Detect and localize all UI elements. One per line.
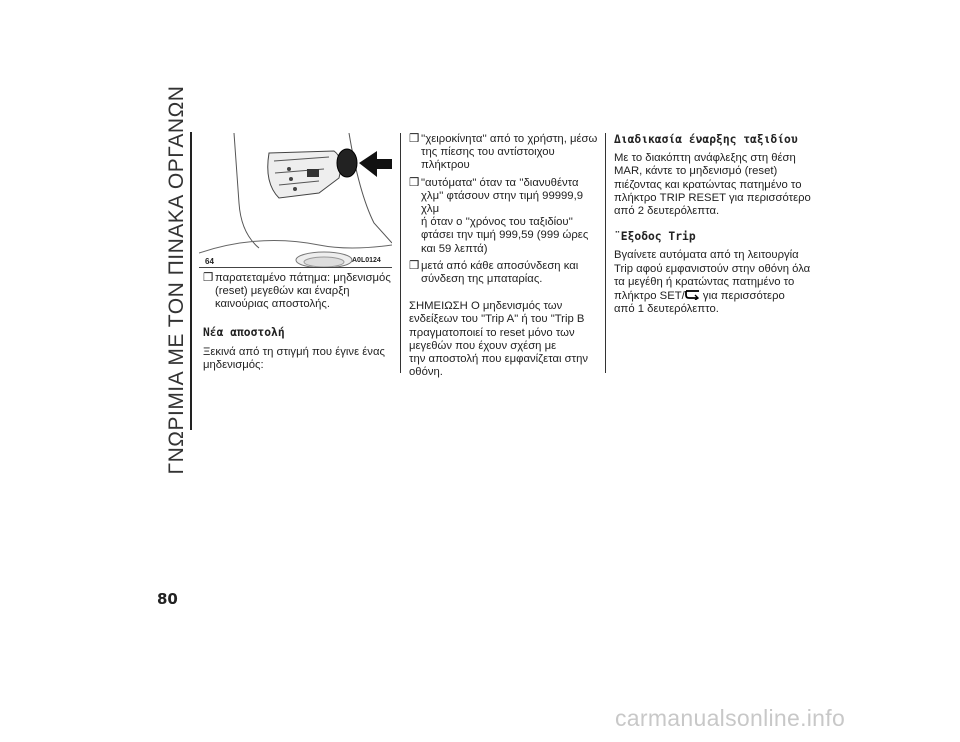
- bullet-box-icon: ❒: [409, 259, 420, 272]
- list-item: ❒ μετά από κάθε αποσύνδεση και σύνδεση της μπαταρίας.: [409, 259, 579, 286]
- list-item: ❒ "αυτόματα" όταν τα ''διανυθέντα χλμ'' φτάσουν στην τιμή 99999,9 χλμ ή όταν ο ''χρόνος του ταξιδίου'' φτάσει την τιμή 999,59 (999 ώρες και 59 λεπτά): [409, 176, 589, 255]
- column-1: [203, 272, 403, 372]
- column-divider: [400, 133, 401, 373]
- note-paragraph: ΣΗΜΕΙΩΣΗ Ο μηδενισμός των ενδείξεων του "Trip A" ή του "Trip B πραγματοποιεί το reset μόνο των μεγεθών που έχουν σχέση με την αποστολή που εμφανίζεται στην οθόνη.: [409, 300, 589, 379]
- figure-code: A0L0124: [352, 257, 381, 264]
- set-button-symbol-icon: [685, 289, 700, 300]
- figure-rule: [199, 267, 392, 268]
- bullet-box-icon: ❒: [409, 176, 420, 189]
- watermark: carmanualsonline.info: [615, 705, 846, 731]
- column-divider: [605, 133, 606, 373]
- page-number: 80: [157, 590, 178, 608]
- figure-image: [199, 133, 392, 268]
- figure-number: 64: [205, 257, 214, 266]
- heading-trip-start: Διαδικασία έναρξης ταξιδίου: [614, 133, 798, 146]
- paragraph: Με το διακόπτη ανάφλεξης στη θέση MAR, κάντε το μηδενισμό (reset) πιέζοντας και κρατώντας πατημένο το πλήκτρο TRIP RESET για περισσότερο από 2 δευτερόλεπτα.: [614, 152, 811, 218]
- heading-trip-exit: ¨Εξοδος Trip: [614, 230, 696, 244]
- paragraph: Βγαίνετε αυτόματα από τη λειτουργία Trip αφού εμφανιστούν στην οθόνη όλα τα μεγέθη ή κρατώντας πατημένο το πλήκτρο SET/ για περισσότερο από 1 δευτερόλεπτο.: [614, 249, 811, 316]
- section-title-vertical: [162, 85, 192, 475]
- section-divider: [190, 132, 192, 430]
- column-3: [614, 133, 824, 316]
- list-item: ❒ παρατεταμένο πάτημα: μηδενισμός (reset) μεγεθών και έναρξη καινούριας αποστολής.: [203, 272, 391, 311]
- heading-new-trip: Νέα αποστολή: [203, 325, 285, 339]
- bullet-box-icon: ❒: [409, 133, 420, 145]
- section-title: ΓΝΩΡΙΜΙΑ ΜΕ ΤΟΝ ΠΙΝΑΚΑ ΟΡΓΑΝΩΝ: [165, 85, 188, 475]
- list-item: ❒ ''χειροκίνητα'' από το χρήστη, μέσω της πίεσης του αντίστοιχου πλήκτρου: [409, 133, 598, 172]
- paragraph: Ξεκινά από τη στιγμή που έγινε ένας μηδενισμός:: [203, 345, 385, 372]
- column-2: [409, 133, 604, 379]
- bullet-box-icon: ❒: [203, 272, 214, 284]
- stalk-illustration: [199, 133, 392, 268]
